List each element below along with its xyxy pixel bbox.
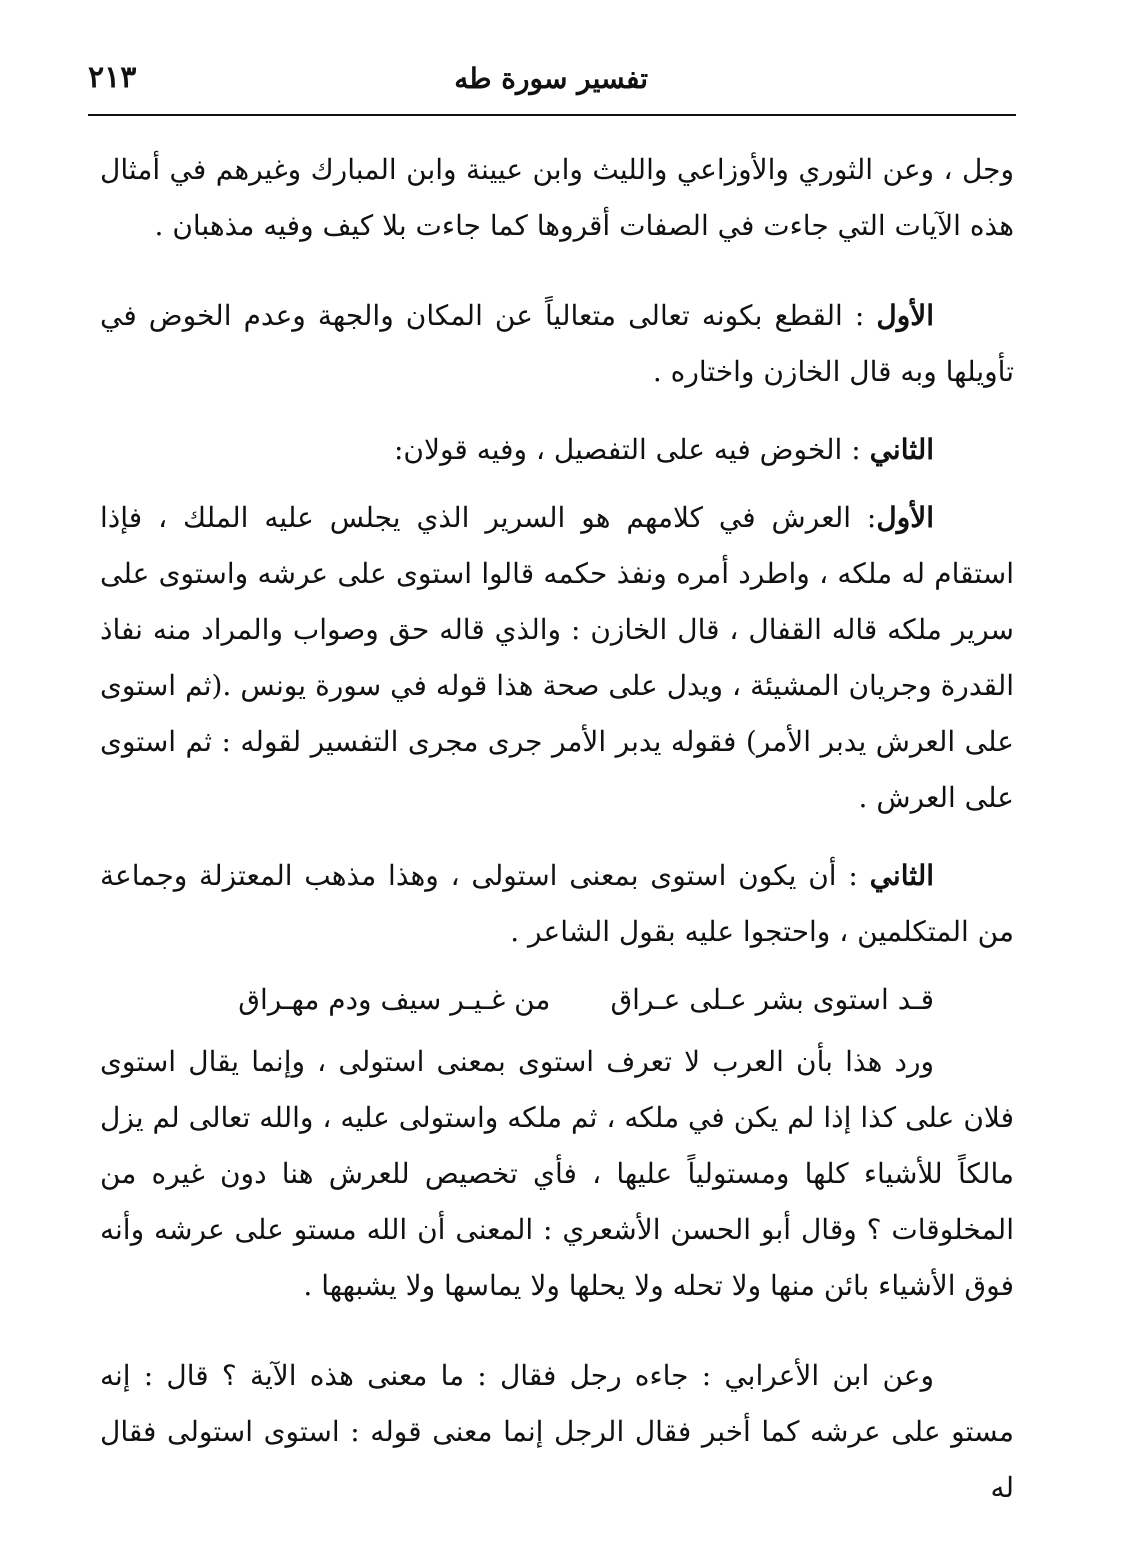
running-title: تفسير سورة طه (454, 62, 648, 95)
paragraph-6: ورد هذا بأن العرب لا تعرف استوى بمعنى استولى ، وإنما يقال استوى فلان على كذا إذا لم يكن في ملكه ، ثم ملكه واستولى عليه ، والله تعالى لم يزل مالكاً للأشياء كلها ومستولياً عليها ، فأي تخصيص للعرش هنا دون غيره من المخلوقات ؟ وقال أبو الحسن الأشعري : المعنى أن الله مستو على عرشه وأنه فوق الأشياء بائن منها ولا تحله ولا يحلها ولا يماسها ولا يشبهها . (100, 1045, 1014, 1302)
page-number: ٢١٣ (88, 60, 137, 95)
verse-first-hemistich: قـد استوى بشر عـلى عـراق (610, 983, 934, 1016)
verse-second-hemistich: من غـيـر سيف ودم مهـراق (238, 983, 551, 1016)
paragraph-2 (100, 288, 1014, 400)
paragraph-2-label: الأول (876, 299, 935, 332)
paragraph-5-label: الثاني (869, 859, 934, 892)
paragraph-3 (100, 422, 1014, 478)
page-body (100, 142, 1014, 1516)
paragraph-4 (100, 490, 1014, 826)
page-header (88, 56, 1018, 114)
paragraph-4-label: الأول (876, 501, 934, 534)
paragraph-5-text: : أن يكون استوى بمعنى استولى ، وهذا مذهب المعتزلة وجماعة من المتكلمين ، واحتجوا عليه بقول الشاعر . (100, 859, 1014, 948)
paragraph-1: وجل ، وعن الثوري والأوزاعي والليث وابن عيينة وابن المبارك وغيرهم في أمثال هذه الآيات التي جاءت في الصفات أقروها كما جاءت بلا كيف وفيه مذهبان . (100, 153, 1014, 242)
paragraph-2-text: : القطع بكونه تعالى متعالياً عن المكان والجهة وعدم الخوض في تأويلها وبه قال الخازن واختاره . (100, 299, 1014, 388)
poetry-verse (100, 972, 1014, 1028)
paragraph-3-label: الثاني (869, 433, 934, 466)
paragraph-5 (100, 848, 1014, 960)
paragraph-4-text: : العرش في كلامهم هو السرير الذي يجلس عليه الملك ، فإذا استقام له ملكه ، واطرد أمره ونفذ حكمه قالوا استوى على عرشه واستوى على سرير ملكه قاله القفال ، قال الخازن : والذي قاله حق وصواب والمراد منه نفاذ القدرة وجريان المشيئة ، ويدل على صحة هذا قوله في سورة يونس .(ثم استوى على العرش يدبر الأمر) فقوله يدبر الأمر جرى مجرى التفسير لقوله : ثم استوى على العرش . (100, 501, 1015, 814)
paragraph-7: وعن ابن الأعرابي : جاءه رجل فقال : ما معنى هذه الآية ؟ قال : إنه مستو على عرشه كما أخبر فقال الرجل إنما معنى قوله : استوى استولى فقال له (100, 1359, 1014, 1504)
header-divider (88, 114, 1016, 116)
paragraph-3-text: : الخوض فيه على التفصيل ، وفيه قولان: (393, 433, 861, 466)
